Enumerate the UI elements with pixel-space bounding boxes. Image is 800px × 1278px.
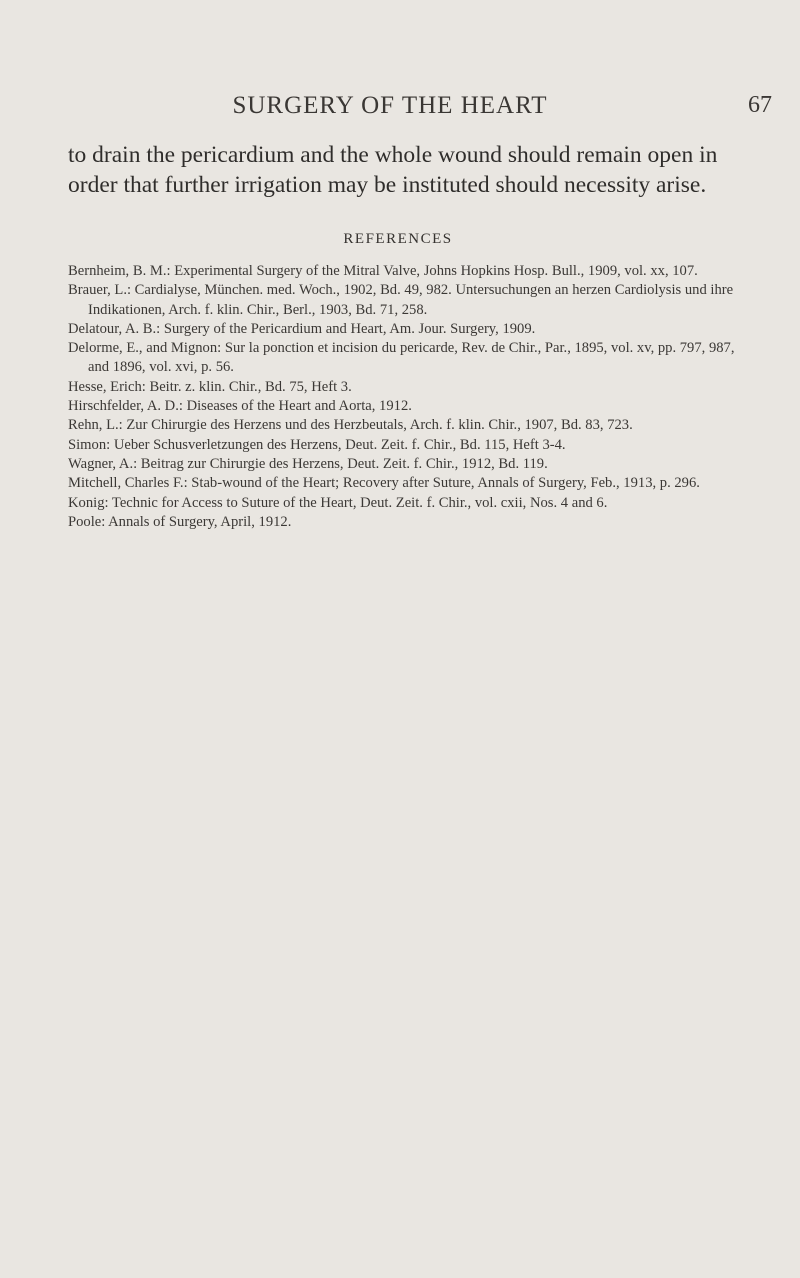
references-heading: REFERENCES — [343, 231, 453, 247]
references-list — [68, 262, 744, 532]
reference-item: Konig: Technic for Access to Suture of the Heart, Deut. Zeit. f. Chir., vol. cxii, Nos. 4 and 6. — [68, 494, 608, 511]
page-number: 67 — [748, 92, 772, 118]
reference-item: Brauer, L.: Cardialyse, München. med. Woch., 1902, Bd. 49, 982. Untersuchungen an herzen Cardiolysis und ihre Indikationen, Arch. f. klin. Chir., Berl., 1903, Bd. 71, 258. — [68, 282, 734, 318]
body-paragraph: to drain the pericardium and the whole wound should remain open in order that further irrigation may be instituted should necessity arise. — [68, 142, 718, 198]
running-title: SURGERY OF THE HEART — [232, 92, 548, 119]
reference-item: Delatour, A. B.: Surgery of the Pericardium and Heart, Am. Jour. Surgery, 1909. — [68, 320, 536, 337]
reference-item: Mitchell, Charles F.: Stab-wound of the Heart; Recovery after Suture, Annals of Surgery, Feb., 1913, p. 296. — [68, 475, 700, 492]
reference-item: Rehn, L.: Zur Chirurgie des Herzens und des Herzbeutals, Arch. f. klin. Chir., 1907, Bd. 83, 723. — [68, 417, 633, 434]
running-head — [68, 92, 772, 122]
reference-item: Wagner, A.: Beitrag zur Chirurgie des Herzens, Deut. Zeit. f. Chir., 1912, Bd. 119. — [68, 455, 548, 472]
reference-item: Bernheim, B. M.: Experimental Surgery of the Mitral Valve, Johns Hopkins Hosp. Bull., 1909, vol. xx, 107. — [68, 263, 698, 279]
reference-item: Poole: Annals of Surgery, April, 1912. — [68, 513, 292, 530]
reference-item: Hesse, Erich: Beitr. z. klin. Chir., Bd. 75, Heft 3. — [68, 378, 352, 395]
reference-item: Simon: Ueber Schusverletzungen des Herzens, Deut. Zeit. f. Chir., Bd. 115, Heft 3-4. — [68, 436, 566, 453]
reference-item: Hirschfelder, A. D.: Diseases of the Heart and Aorta, 1912. — [68, 398, 412, 415]
reference-item: Delorme, E., and Mignon: Sur la ponction et incision du pericarde, Rev. de Chir., Par., 1895, vol. xv, pp. 797, 987, and 1896, vol. xvi, p. 56. — [68, 340, 735, 376]
